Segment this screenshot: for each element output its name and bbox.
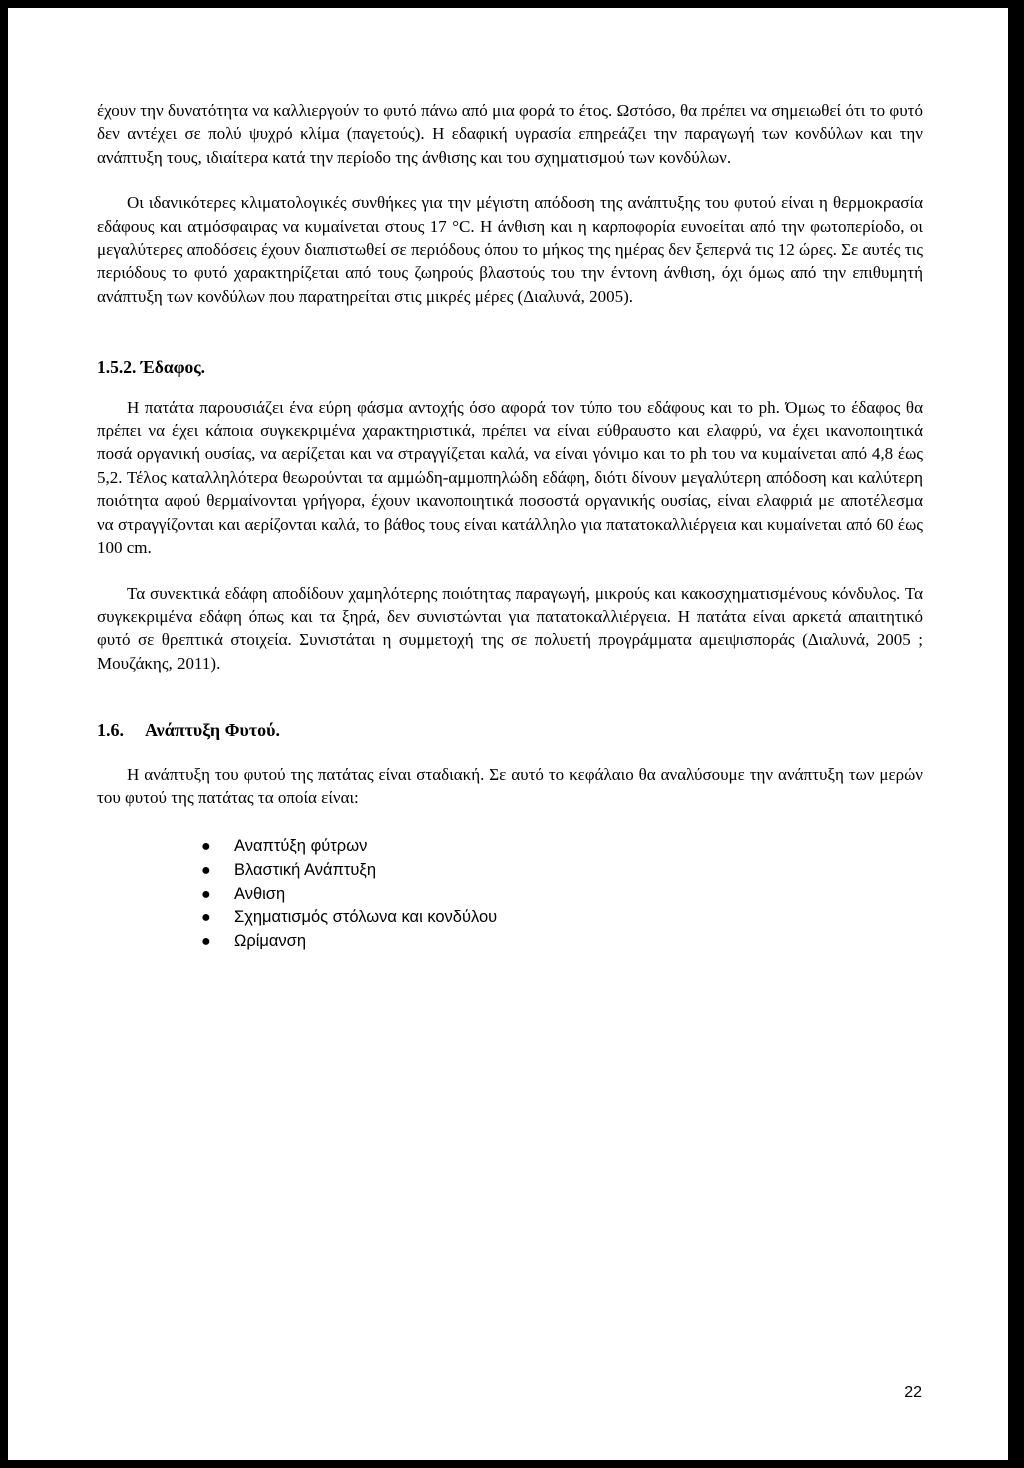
paragraph-ideal-conditions: Οι ιδανικότερες κλιματολογικές συνθήκες για την μέγιστη απόδοση της ανάπτυξης του φυτού είναι η θερμοκρασία εδάφους και ατμόσφαιρας να κυμαίνεται στους 17 °C. Η άνθιση και η καρποφορία ευνοείται από την φωτοπερίοδο, οι μεγαλύτερες αποδόσεις έχουν διαπιστωθεί σε περιόδους όπου το μήκος της ημέρας δεν ξεπερνά τις 12 ώρες. Σε αυτές τις περιόδους το φυτό χαρακτηρίζεται από τους ζωηρούς βλαστούς του την έντονη άνθιση, όχι όμως από την επιθυμητή ανάπτυξη των κονδύλων που παρατηρείται στις μικρές μέρες (Διαλυνά, 2005). bbox=[97, 193, 923, 306]
list-item: ● Ωρίμανση bbox=[97, 930, 923, 954]
heading-number: 1.6. bbox=[97, 720, 124, 741]
bullet-icon: ● bbox=[201, 838, 211, 856]
paragraph-development-intro: Η ανάπτυξη του φυτού της πατάτας είναι σταδιακή. Σε αυτό το κεφάλαιο θα αναλύσουμε την ανάπτυξη των μερών του φυτού της πατάτας τα οποία είναι: bbox=[97, 764, 923, 807]
list-item: ● Βλαστική Ανάπτυξη bbox=[97, 859, 923, 883]
heading-title: Ανάπτυξη Φυτού. bbox=[145, 720, 281, 741]
bullet-icon: ● bbox=[201, 885, 211, 903]
bullet-icon: ● bbox=[201, 861, 211, 879]
document-page bbox=[8, 8, 1008, 1460]
development-stages-list bbox=[97, 835, 923, 953]
bullet-icon: ● bbox=[201, 909, 211, 927]
paragraph-cohesive-soils: Τα συνεκτικά εδάφη αποδίδουν χαμηλότερης ποιότητας παραγωγή, μικρούς και κακοσχηματισμένους κόνδυλος. Τα συγκεκριμένα εδάφη όπως και τα ξηρά, δεν συνιστώνται για πατατοκαλλιέργεια. Η πατάτα είναι αρκετά απαιτητικό φυτό σε θρεπτικά στοιχεία. Συνιστάται η συμμετοχή της σε πολυετή προγράμματα αμειψισποράς (Διαλυνά, 2005 ; Μουζάκης, 2011). bbox=[97, 583, 923, 673]
list-item: ● Σχηματισμός στόλωνα και κονδύλου bbox=[97, 906, 923, 930]
list-item: ● Αναπτύξη φύτρων bbox=[97, 835, 923, 859]
page-content bbox=[97, 99, 923, 953]
heading-soil: 1.5.2. Έδαφος. bbox=[97, 357, 206, 378]
page-number: 22 bbox=[904, 1384, 922, 1401]
bullet-icon: ● bbox=[201, 932, 211, 950]
paragraph-climate-continuation: έχουν την δυνατότητα να καλλιεργούν το φυτό πάνω από μια φορά το έτος. Ωστόσο, θα πρέπει να σημειωθεί ότι το φυτό δεν αντέχει σε πολύ ψυχρό κλίμα (παγετούς). Η εδαφική υγρασία επηρεάζει την παραγωγή των κονδύλων και την ανάπτυξη τους, ιδιαίτερα κατά την περίοδο της άνθισης και του σχηματισμού των κονδύλων. bbox=[97, 101, 923, 167]
list-item: ● Ανθιση bbox=[97, 883, 923, 907]
paragraph-soil-tolerance: Η πατάτα παρουσιάζει ένα εύρη φάσμα αντοχής όσο αφορά τον τύπο του εδάφους και το ph. Όμως το έδαφος θα πρέπει να έχει κάποια συγκεκριμένα χαρακτηριστικά, πρέπει να είναι εύθραυστο και ελαφρύ, να έχει ικανοποιητικά ποσά οργανική ουσίας, να αερίζεται και να στραγγίζεται καλά, να είναι γόνιμο και το ph του να κυμαίνεται από 4,8 έως 5,2. Τέλος καταλληλότερα θεωρούνται τα αμμώδη-αμμοπηλώδη εδάφη, διότι δίνουν μεγαλύτερη απόδοση και καλύτερη ποιότητα αφού θερμαίνονται γρήγορα, έχουν ικανοποιητικά ποσοστά οργανικής ουσίας, είναι ελαφριά με αποτέλεσμα να στραγγίζονται και αερίζονται καλά, το βάθος τους είναι κατάλληλο για πατατοκαλλιέργεια και κυμαίνεται από 60 έως 100 cm. bbox=[97, 397, 923, 558]
heading-plant-development bbox=[97, 719, 923, 742]
